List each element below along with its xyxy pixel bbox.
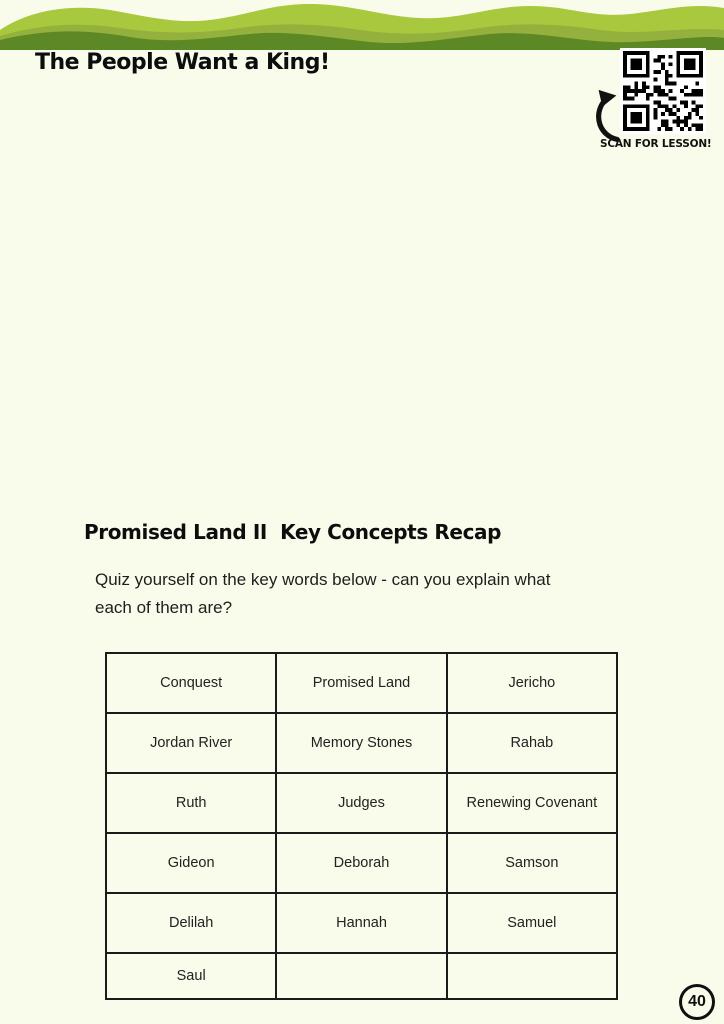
qr-section (600, 48, 710, 150)
concept-cell: Ruth (106, 773, 276, 833)
concept-cell: Deborah (276, 833, 446, 893)
concept-cell: Judges (276, 773, 446, 833)
header-hills-decoration (0, 0, 724, 50)
qr-code (620, 48, 706, 134)
concept-cell: Promised Land (276, 653, 446, 713)
quiz-instructions-line-1: Quiz yourself on the key words below - can you explain what (95, 570, 551, 589)
concept-cell: Delilah (106, 893, 276, 953)
concept-cell (276, 953, 446, 999)
page-number-badge (679, 984, 715, 1020)
key-concepts-table (105, 652, 618, 1000)
concept-cell: Jericho (447, 653, 617, 713)
scan-for-lesson-label: SCAN FOR LESSON! (600, 138, 712, 150)
table-row (106, 713, 617, 773)
table-row (106, 893, 617, 953)
qr-pattern (623, 51, 703, 131)
concept-cell: Conquest (106, 653, 276, 713)
concept-cell (447, 953, 617, 999)
concept-cell: Renewing Covenant (447, 773, 617, 833)
concept-cell: Saul (106, 953, 276, 999)
table-row (106, 773, 617, 833)
concept-cell: Samuel (447, 893, 617, 953)
concept-cell: Memory Stones (276, 713, 446, 773)
concept-cell: Rahab (447, 713, 617, 773)
quiz-instructions (95, 566, 655, 622)
page-number: 40 (688, 993, 706, 1010)
quiz-instructions-line-2: each of them are? (95, 598, 233, 617)
section-heading: Promised Land II Key Concepts Recap (84, 520, 502, 544)
table-row (106, 953, 617, 999)
concept-cell: Gideon (106, 833, 276, 893)
curved-arrow-icon (592, 88, 622, 146)
page-title: The People Want a King! (35, 50, 330, 75)
table-row (106, 833, 617, 893)
concept-cell: Samson (447, 833, 617, 893)
table-row (106, 653, 617, 713)
concept-cell: Jordan River (106, 713, 276, 773)
concept-cell: Hannah (276, 893, 446, 953)
